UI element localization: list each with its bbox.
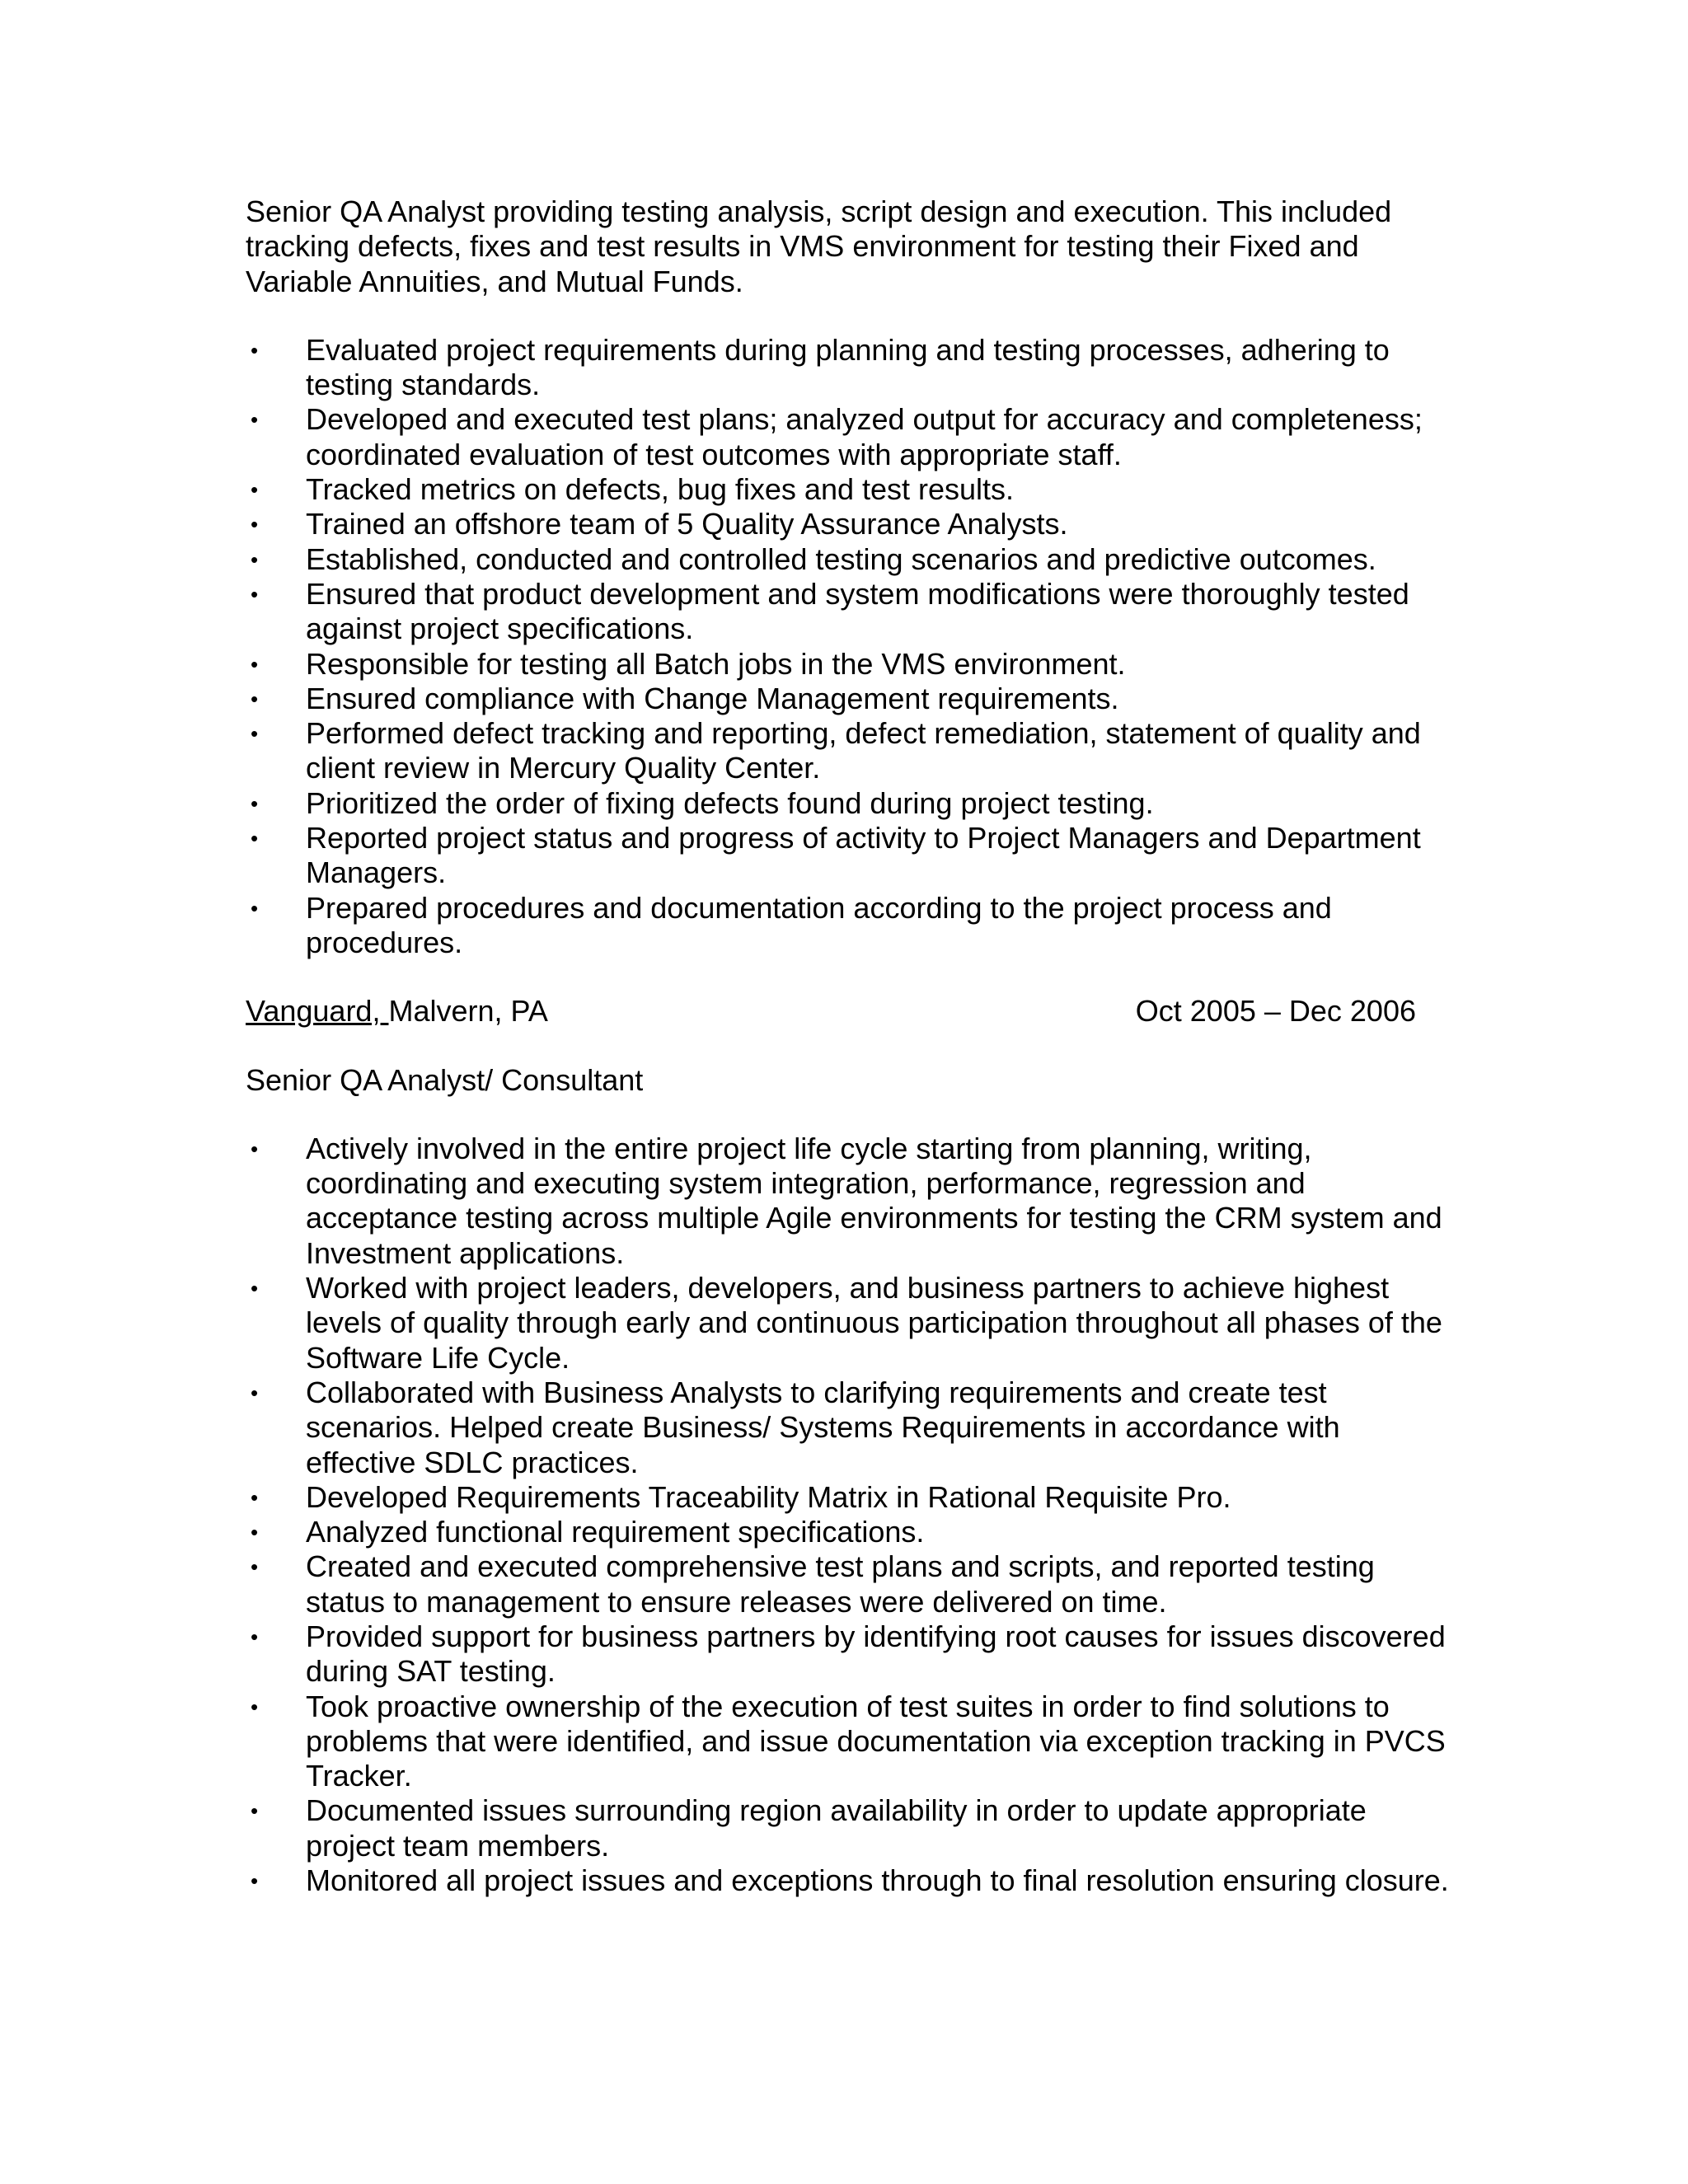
intro-paragraph: Senior QA Analyst providing testing analysis, script design and execution. This included tracking defects, fixes and test results in VMS environment for testing their Fixed and Variable Annuities, and Mutual Funds. [246,194,1392,298]
spacer [246,1029,1449,1063]
list-item: • Prepared procedures and documentation according to the project process and procedures. [251,890,1332,959]
spacer [246,299,1449,333]
list-item: • Tracked metrics on defects, bug fixes and test results. [251,472,1015,507]
bullet-icon: • [251,512,259,537]
employer-header [246,994,1416,1029]
list-item: • Analyzed functional requirement specifications. [251,1515,925,1549]
list-item: • Trained an offshore team of 5 Quality Assurance Analysts. [251,507,1068,541]
list-item: • Created and executed comprehensive test plans and scripts, and reported testing status to management to ensure releases were delivered on time. [251,1549,1375,1619]
bullet-icon: • [251,581,259,607]
employer-name: Vanguard, [246,994,389,1029]
bullet-icon: • [251,546,259,572]
list-item: • Collaborated with Business Analysts to clarifying requirements and create test scenarios. Helped create Business/ Systems Requirements in accordance with effective SDLC practices. [251,1375,1340,1479]
list-item: • Evaluated project requirements during planning and testing processes, adhering to testing standards. [251,332,1390,402]
bullet-icon: • [251,790,259,816]
bullet-icon: • [251,895,259,921]
list-item: • Worked with project leaders, developers, and business partners to achieve highest levels of quality through early and continuous participation throughout all phases of the Software Life Cycle. [251,1271,1442,1375]
bullet-icon: • [251,826,259,851]
resume-page [246,194,1449,1898]
list-item: • Documented issues surrounding region availability in order to update appropriate project team members. [251,1793,1367,1863]
list-item: • Ensured compliance with Change Management requirements. [251,681,1119,715]
responsibilities-list-1 [246,333,1449,960]
list-item: • Reported project status and progress of activity to Project Managers and Department Managers. [251,821,1421,890]
list-item: • Developed Requirements Traceability Matrix in Rational Requisite Pro. [251,1479,1231,1514]
bullet-icon: • [251,1276,259,1301]
list-item: • Established, conducted and controlled testing scenarios and predictive outcomes. [251,541,1376,576]
bullet-icon: • [251,1554,259,1580]
bullet-icon: • [251,1380,259,1405]
job-title: Senior QA Analyst/ Consultant [246,1062,644,1097]
bullet-icon: • [251,1136,259,1161]
bullet-icon: • [251,1694,259,1719]
bullet-icon: • [251,1868,259,1894]
bullet-icon: • [251,721,259,747]
employer-location: Malvern, PA [388,994,548,1029]
list-item: • Performed defect tracking and reporting, defect remediation, statement of quality and client review in Mercury Quality Center. [251,716,1421,785]
list-item: • Provided support for business partners by identifying root causes for issues discovered during SAT testing. [251,1619,1446,1689]
responsibilities-list-2 [246,1132,1449,1899]
spacer [246,1098,1449,1132]
list-item: • Ensured that product development and system modifications were thoroughly tested against project specifications. [251,576,1409,646]
bullet-icon: • [251,1798,259,1824]
list-item: • Took proactive ownership of the execution of test suites in order to find solutions to problems that were identified, and issue documentation via exception tracking in PVCS Tracker. [251,1689,1446,1793]
list-item: • Responsible for testing all Batch jobs in the VMS environment. [251,646,1126,681]
bullet-icon: • [251,1520,259,1545]
bullet-icon: • [251,1484,259,1510]
bullet-icon: • [251,686,259,711]
bullet-icon: • [251,477,259,503]
bullet-icon: • [251,337,259,363]
list-item: • Actively involved in the entire project life cycle starting from planning, writing, coordinating and executing system integration, performance, regression and acceptance testing across multiple Agile environments for testing the CRM system and Investment applications. [251,1131,1442,1270]
employment-dates: Oct 2005 – Dec 2006 [1135,994,1416,1029]
bullet-icon: • [251,407,259,433]
list-item: • Monitored all project issues and exceptions through to final resolution ensuring closure. [251,1863,1449,1898]
list-item: • Developed and executed test plans; analyzed output for accuracy and completeness; coordinated evaluation of test outcomes with appropriate staff. [251,402,1423,471]
bullet-icon: • [251,1624,259,1649]
employer-name-location [246,994,548,1029]
list-item: • Prioritized the order of fixing defects found during project testing. [251,785,1154,820]
bullet-icon: • [251,651,259,677]
spacer [246,960,1449,994]
